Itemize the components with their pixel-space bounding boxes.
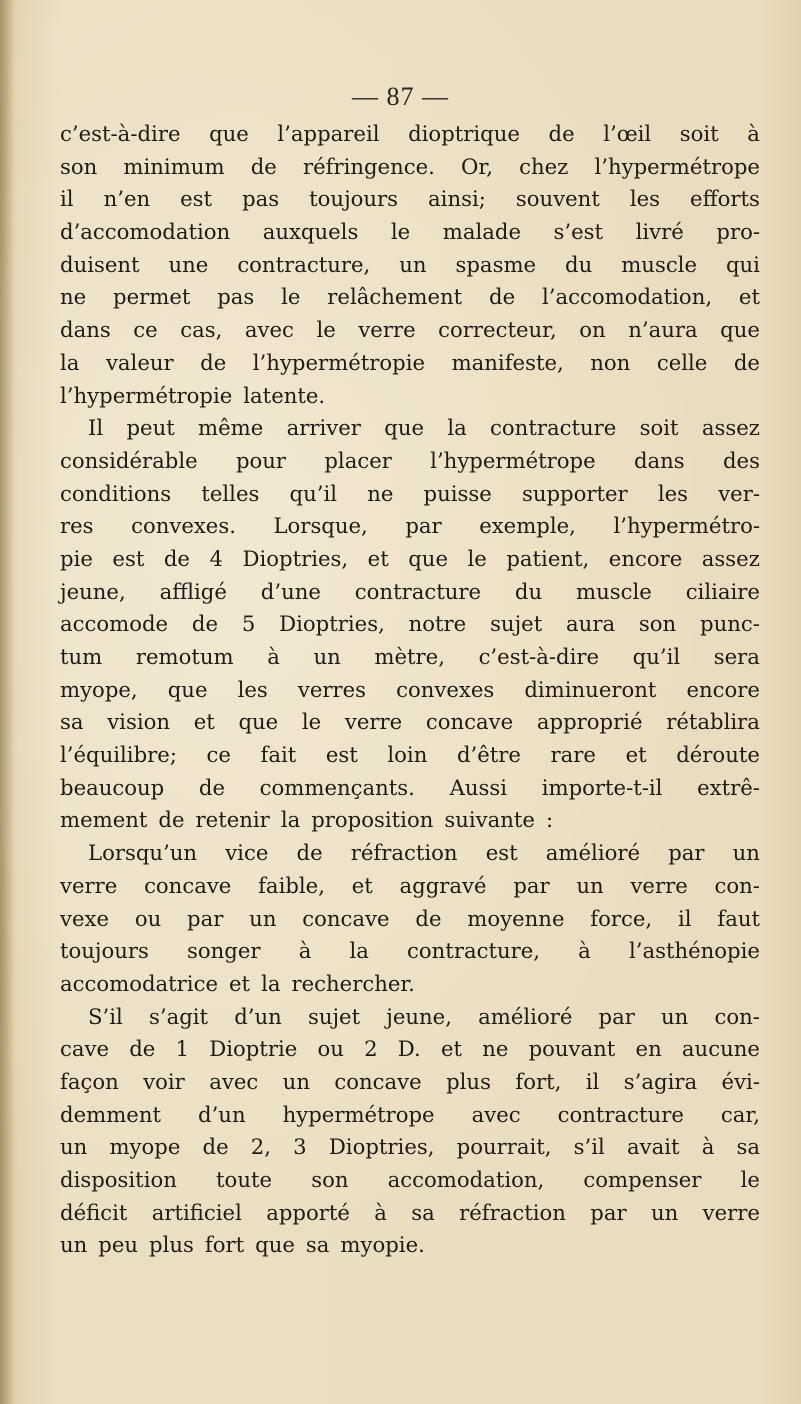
text-line: vexe ou par un concave de moyenne force, il faut (60, 905, 760, 931)
page-number: — 87 — (352, 82, 449, 111)
text-line: res convexes. Lorsque, par exemple, l’hypermétro- (60, 513, 760, 539)
text-line: demment d’un hypermétrope avec contracture car, (60, 1101, 760, 1127)
text-line: déficit artificiel apporté à sa réfraction par un verre (60, 1199, 760, 1225)
text-line: la valeur de l’hypermétropie manifeste, non celle de (60, 349, 760, 375)
text-line: beaucoup de commençants. Aussi importe-t-il extrê- (60, 774, 760, 800)
text-line: S’il s’agit d’un sujet jeune, amélioré par un con- (88, 1003, 760, 1029)
text-line: tum remotum à un mètre, c’est-à-dire qu’il sera (60, 644, 760, 669)
text-line: considérable pour placer l’hypermétrope dans des (60, 447, 760, 473)
text-line: c’est-à-dire que l’appareil dioptrique de l’œil soit à (60, 121, 760, 146)
text-line: Lorsqu’un vice de réfraction est amélioré par un (88, 840, 760, 866)
text-line: sa vision et que le verre concave approprié rétablira (60, 709, 760, 735)
text-line: toujours songer à la contracture, à l’asthénopie (60, 938, 760, 964)
text-line: l’hypermétropie latente. (60, 382, 326, 408)
text-line: un peu plus fort que sa myopie. (60, 1232, 425, 1258)
text-line: dans ce cas, avec le verre correcteur, on n’aura que (60, 317, 760, 343)
text-line: myope, que les verres convexes diminueront encore (60, 676, 760, 702)
text-line: il n’en est pas toujours ainsi; souvent les efforts (60, 186, 760, 212)
text-line: mement de retenir la proposition suivante : (60, 807, 554, 833)
text-line: un myope de 2, 3 Dioptries, pourrait, s’il avait à sa (60, 1134, 760, 1160)
text-line: accomode de 5 Dioptries, notre sujet aura son punc- (60, 611, 760, 637)
text-line: jeune, affligé d’une contracture du muscle ciliaire (60, 578, 760, 604)
text-line: pie est de 4 Dioptries, et que le patient, encore assez (60, 545, 760, 571)
text-line: disposition toute son accomodation, compenser le (60, 1167, 760, 1192)
text-line: Il peut même arriver que la contracture soit assez (88, 415, 760, 441)
text-line: ne permet pas le relâchement de l’accomodation, et (60, 284, 760, 310)
page-gutter-shadow (0, 0, 14, 1404)
text-line: façon voir avec un concave plus fort, il s’agira évi- (60, 1068, 760, 1094)
text-line: l’équilibre; ce fait est loin d’être rare et déroute (60, 742, 760, 768)
text-line: d’accomodation auxquels le malade s’est livré pro- (60, 219, 760, 245)
text-line: cave de 1 Dioptrie ou 2 D. et ne pouvant en aucune (60, 1036, 760, 1062)
text-line: accomodatrice et la rechercher. (60, 970, 415, 996)
text-line: son minimum de réfringence. Or, chez l’hypermétrope (60, 153, 760, 179)
body-text (60, 118, 760, 1262)
text-line: conditions telles qu’il ne puisse supporter les ver- (60, 480, 760, 506)
text-line: duisent une contracture, un spasme du muscle qui (60, 251, 760, 277)
text-line: verre concave faible, et aggravé par un verre con- (60, 872, 760, 898)
